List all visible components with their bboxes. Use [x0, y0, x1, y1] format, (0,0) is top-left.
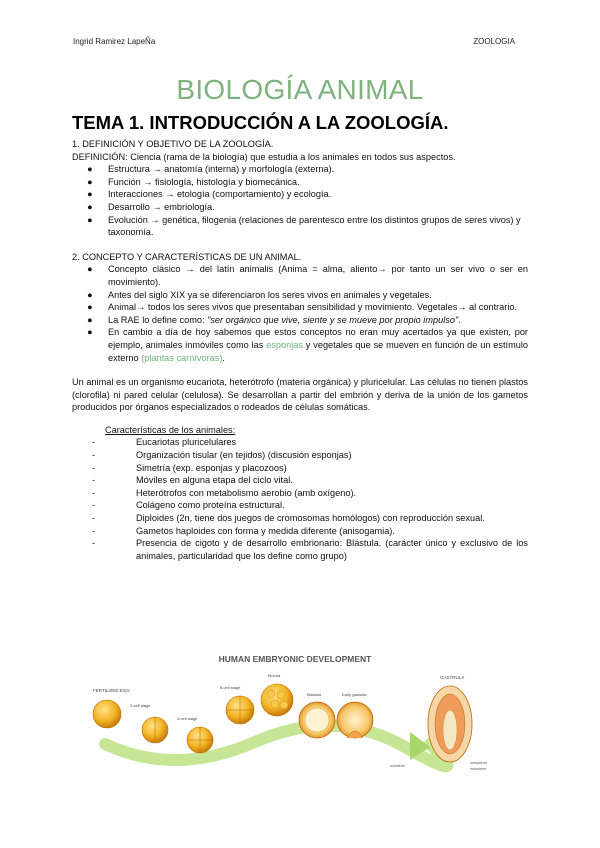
label-mesoderm: mesoderm	[470, 761, 487, 765]
label-4-cell: 4-cell stage	[177, 716, 198, 721]
highlight-esponjas: esponjas	[266, 339, 303, 350]
list-item: ● Estructura → anatomía (interna) y morfología (externa).	[87, 164, 335, 175]
label-morula: Morula	[268, 673, 281, 678]
section2-list	[72, 263, 528, 364]
morula-cell	[277, 691, 285, 699]
morula-cell	[267, 690, 275, 698]
animal-paragraph: Un animal es un organismo eucariota, heterótrofo (materia orgánica) y pluricelular. Las células no tienen plastos (clorofila) ni pared celular (celulosa). Se desarrollan a partir del embrión y deriva de la unión de los gametos producidos por órganos especializados o rodeados de células somáticas.	[72, 377, 528, 413]
content	[72, 138, 528, 562]
section2-heading: 2. CONCEPTO Y CARACTERÍSTICAS DE UN ANIMAL.	[72, 251, 302, 262]
label-endoderm: endoderm	[470, 767, 487, 771]
list-item: ● Interacciones → etología (comportamiento) y ecología.	[87, 189, 332, 200]
list-item: - Eucariotas pluricelulares	[92, 437, 237, 448]
list-item: ● Función → fisiología, histología y biomecánica.	[87, 176, 300, 187]
section1-heading: 1. DEFINICIÓN Y OBJETIVO DE LA ZOOLOGÍA.	[72, 139, 274, 149]
list-item: ● Animal→ todos los seres vivos que presentaban sensibilidad y movimiento. Vegetales→ al contrario.	[87, 302, 518, 313]
list-item: - Organización tisular (en tejidos) (discusión esponjas)	[92, 450, 352, 461]
fertilized-egg-icon	[93, 700, 121, 728]
list-item: ● Concepto clásico → del latín animalis (Anima = alma, aliento→ por tanto un ser vivo o ser en movimiento).	[87, 264, 528, 287]
morula-icon	[261, 684, 293, 716]
highlight-plantas: (plantas carnívoras)	[141, 352, 223, 363]
tema-heading: TEMA 1. INTRODUCCIÓN A LA ZOOLOGÍA.	[72, 112, 449, 133]
section1-list	[72, 163, 528, 239]
morula-cell	[271, 700, 279, 708]
header-subject: ZOOLOGIA	[473, 37, 515, 46]
list-item: - Colágeno como proteína estructural.	[92, 500, 285, 511]
label-ectoderm: ectoderm	[390, 764, 405, 768]
section1-definition: DEFINICIÓN: Ciencia (rama de la biología) que estudia a los animales en todos sus aspectos.	[72, 151, 456, 162]
rae-quote: "ser orgánico que vive, siente y se mueve por propio impulso"	[207, 314, 459, 325]
list-item: - Simetría (exp. esponjas y placozoos)	[92, 462, 287, 473]
embryonic-development-figure	[85, 652, 515, 782]
list-item: ● Desarrollo → embriología.	[87, 201, 215, 212]
characteristics-list	[72, 436, 528, 562]
list-item: - Móviles en alguna etapa del ciclo vital.	[92, 475, 293, 486]
list-item: - Diploides (2n, tiene dos juegos de cromosomas homólogos) con reproducción sexual.	[92, 513, 485, 524]
morula-cell	[280, 701, 288, 709]
label-gastrula: GASTRULA	[440, 675, 465, 680]
label-8-cell: 8-cell stage	[220, 685, 241, 690]
header-author: Ingrid Ramirez LapeÑa	[73, 37, 156, 46]
label-2-cell: 2-cell stage	[130, 703, 151, 708]
list-item: ● La RAE lo define como: "ser orgánico que vive, siente y se mueve por propio impulso".	[87, 314, 461, 325]
gastrula-endoderm	[443, 710, 457, 750]
list-item: ● En cambio a día de hoy sabemos que estos conceptos no eran muy acertados ya que existen, por ejemplo, animales inmóviles como las esponjas y vegetales que se mueven en función de un estímulo externo (plantas carnívoras).	[87, 327, 528, 363]
characteristics-title: Características de los animales:	[105, 424, 236, 435]
figure-title: HUMAN EMBRYONIC DEVELOPMENT	[218, 654, 372, 664]
label-fertilized-egg: FERTILIZED EGG	[93, 688, 130, 693]
label-blastula: Blastula	[307, 692, 322, 697]
list-item: - Heterótrofos con metabolismo aerobio (amb oxígeno).	[92, 487, 357, 498]
list-item: - Gametos haploides con forma y medida diferente (anisogamia).	[92, 525, 395, 536]
list-item: ● Antes del siglo XIX ya se diferenciaron los seres vivos en animales y vegetales.	[87, 289, 432, 300]
list-item: - Presencia de cigoto y de desarrollo embrionario: Blástula. (carácter único y exclusivo de los animales, particularidad que los define como grupo)	[92, 538, 528, 561]
blastocoel	[305, 708, 329, 732]
page-title: BIOLOGÍA ANIMAL	[176, 74, 424, 105]
list-item: ● Evolución → genética, filogenia (relaciones de parentesco entre los distintos grupos de seres vivos) y taxonomía.	[87, 214, 521, 238]
label-early-gastrula: Early gastrula	[342, 692, 367, 697]
